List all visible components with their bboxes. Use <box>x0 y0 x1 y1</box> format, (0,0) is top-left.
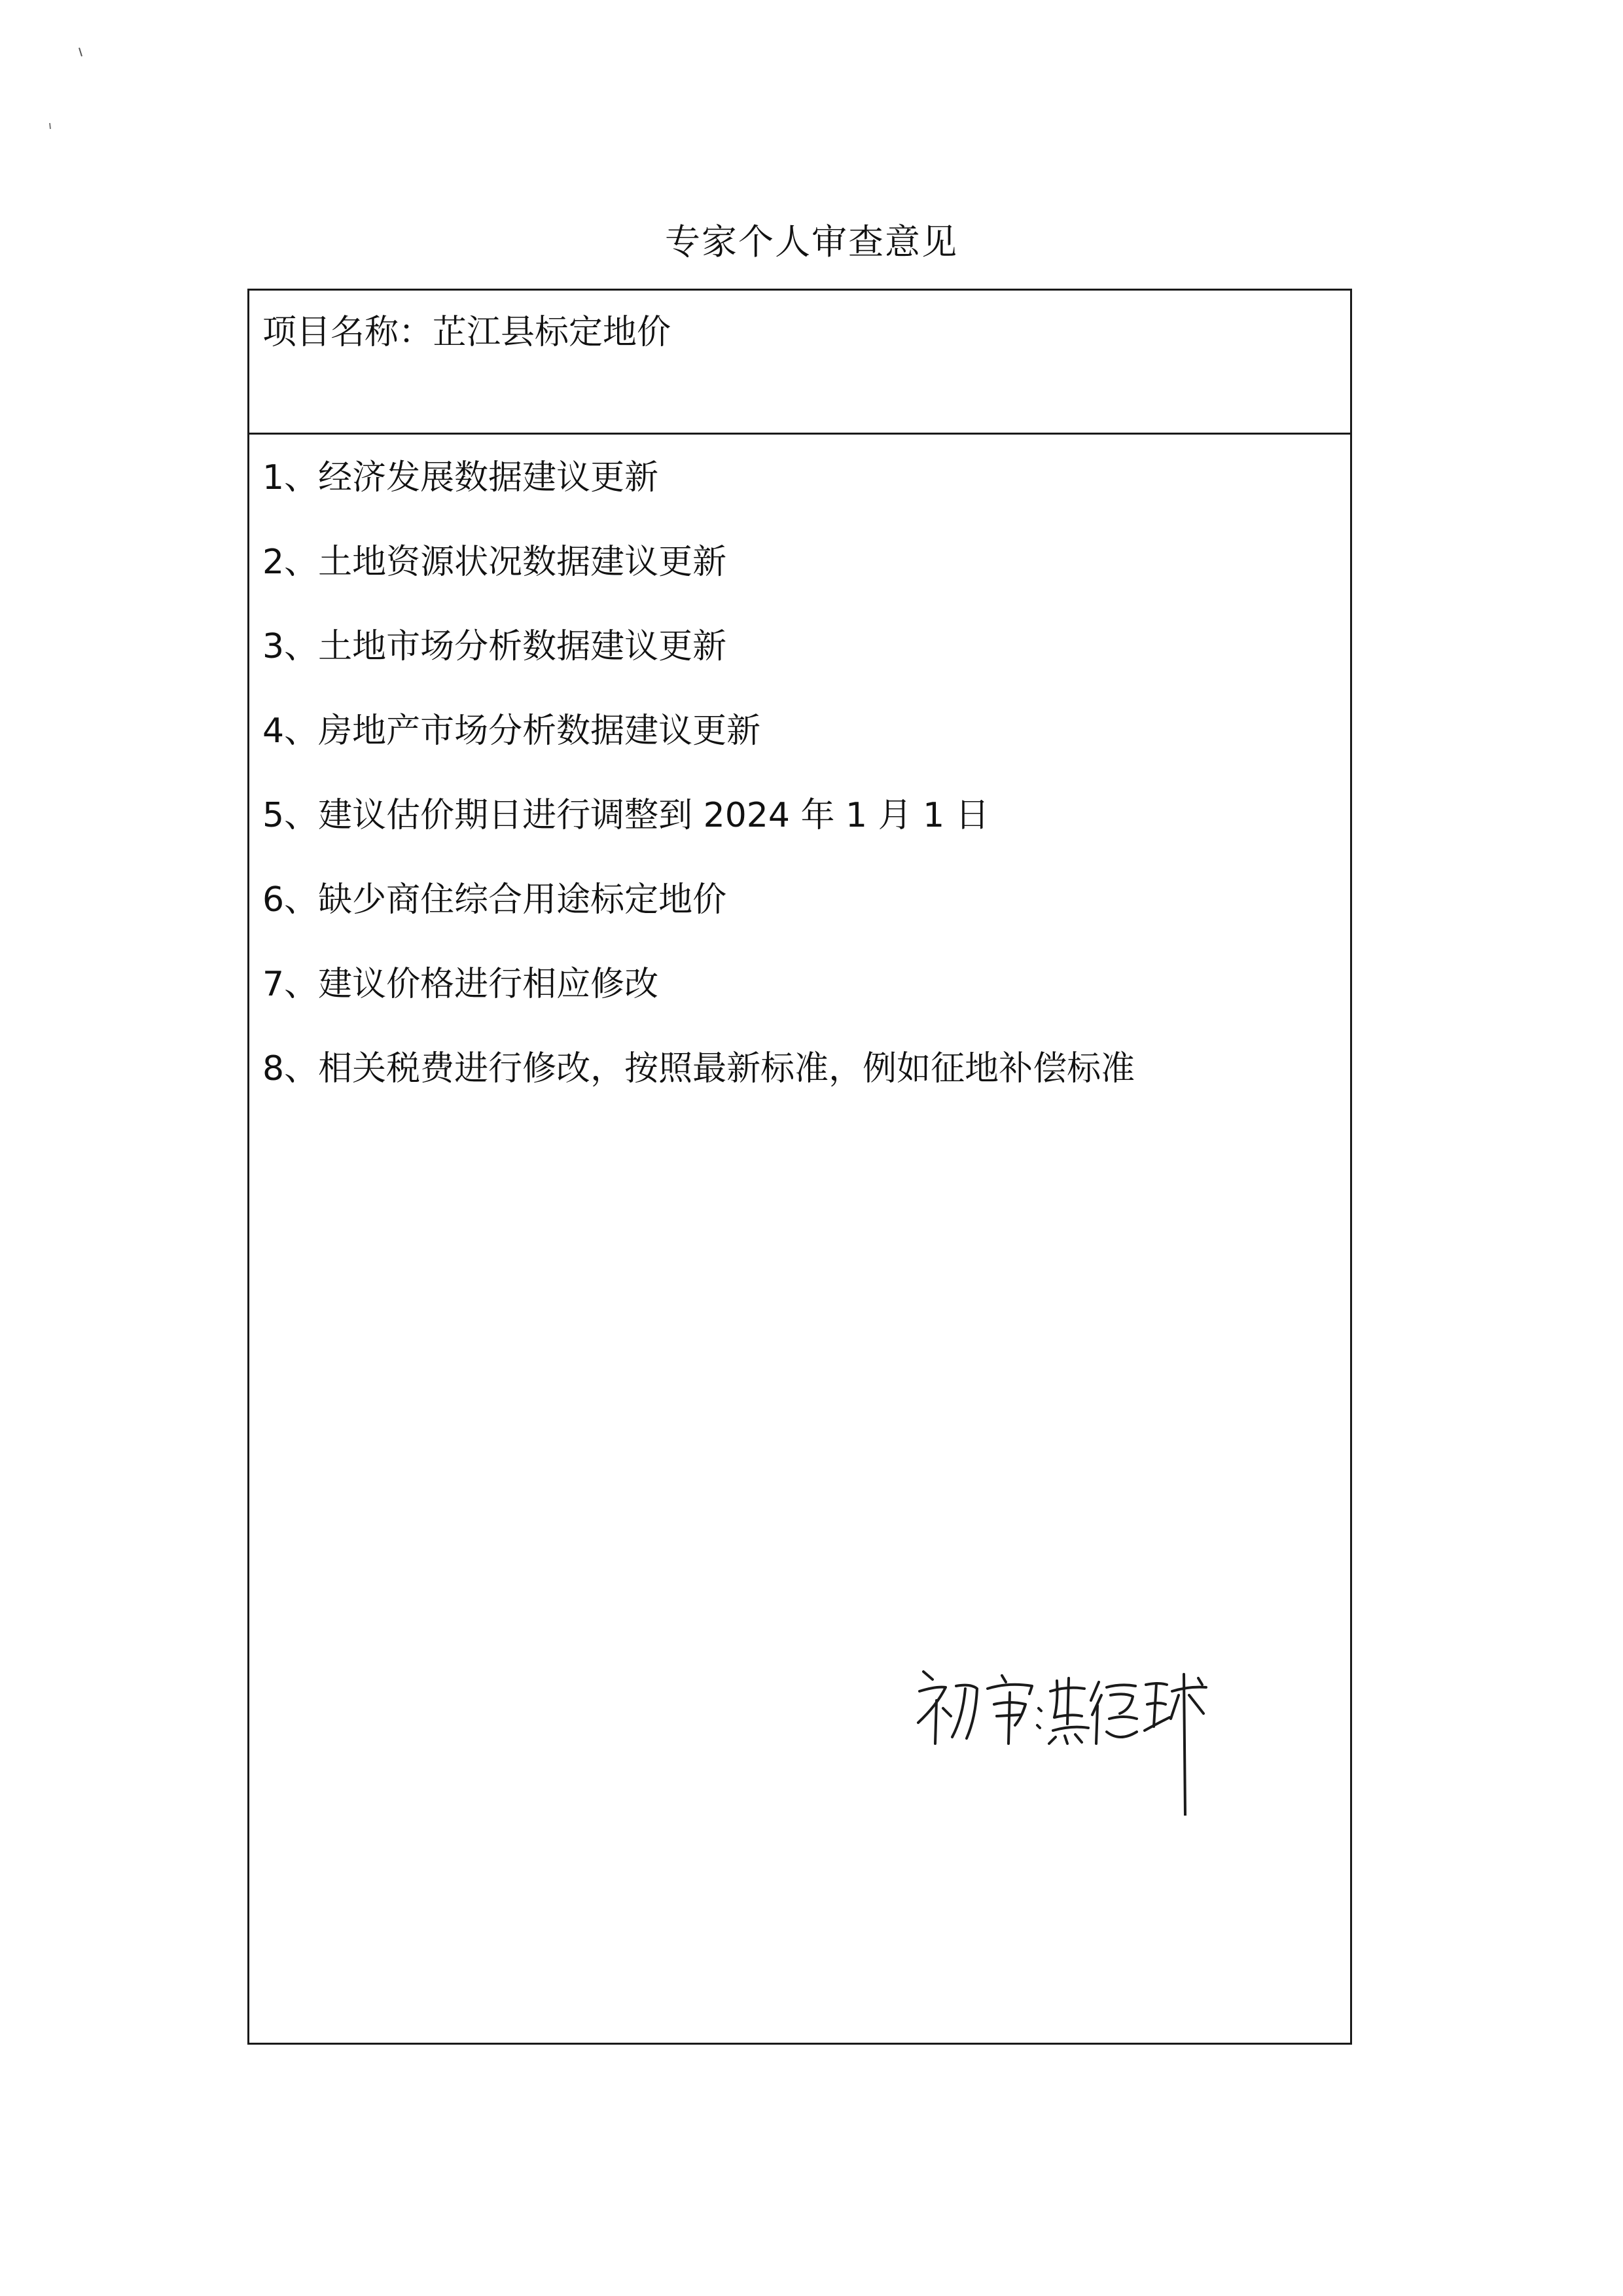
scan-speck <box>47 122 54 131</box>
opinion-item: 6、缺少商住综合用途标定地价 <box>262 880 727 920</box>
page-title: 专家个人审查意见 <box>665 221 958 262</box>
handwritten-signature <box>910 1645 1218 1816</box>
opinion-item: 8、相关税费进行修改，按照最新标准，例如征地补偿标准 <box>262 1049 1135 1088</box>
opinion-list <box>262 454 1135 1130</box>
opinion-item: 3、土地市场分析数据建议更新 <box>262 627 727 666</box>
opinion-item: 2、土地资源状况数据建议更新 <box>262 543 727 582</box>
opinion-item: 4、房地产市场分析数据建议更新 <box>262 711 761 751</box>
project-name-row <box>249 291 1350 435</box>
scan-speck <box>77 46 85 59</box>
opinion-item: 7、建议价格进行相应修改 <box>262 965 659 1004</box>
opinion-item: 5、建议估价期日进行调整到 2024 年 1 月 1 日 <box>262 796 990 835</box>
project-name: 项目名称：芷江县标定地价 <box>262 313 671 352</box>
opinion-item: 1、经济发展数据建议更新 <box>262 458 659 497</box>
review-form-table <box>247 289 1352 2045</box>
